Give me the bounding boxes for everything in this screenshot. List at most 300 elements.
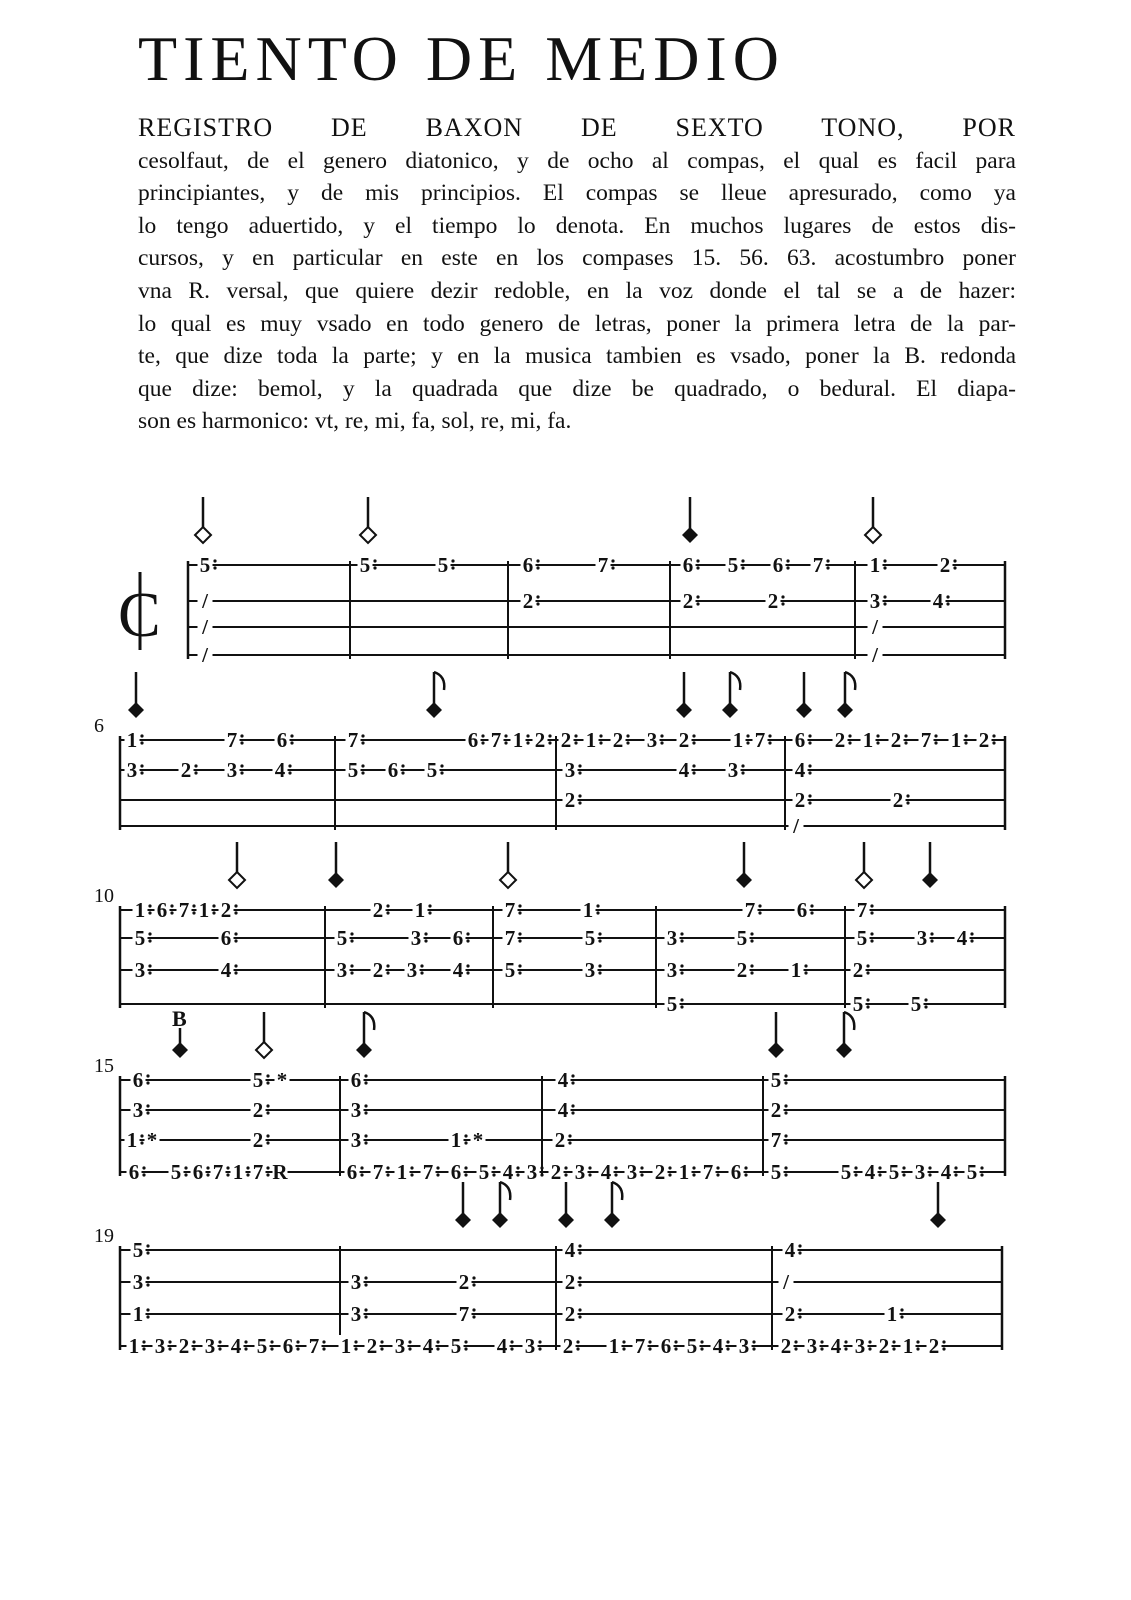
rhythm-head-open bbox=[229, 872, 245, 888]
dot-mark bbox=[212, 911, 215, 914]
tab-number: 6 bbox=[522, 553, 534, 577]
dot-mark bbox=[540, 1173, 543, 1176]
tab-number: 3 bbox=[646, 728, 658, 752]
dot-mark bbox=[876, 734, 879, 737]
dot-mark bbox=[536, 602, 539, 605]
tab-number: 5 bbox=[770, 1160, 782, 1184]
tab-number: 4 bbox=[600, 1160, 612, 1184]
dot-mark bbox=[692, 764, 695, 767]
dot-mark bbox=[420, 971, 423, 974]
dot-mark bbox=[848, 734, 851, 737]
tab-number: 6 bbox=[192, 1160, 204, 1184]
tab-number: 7 bbox=[597, 553, 609, 577]
dot-mark bbox=[168, 1347, 171, 1350]
dot-mark bbox=[970, 932, 973, 935]
dot-mark bbox=[380, 1340, 383, 1343]
dot-mark bbox=[741, 764, 744, 767]
rhythm-head-filled bbox=[426, 702, 442, 718]
dot-mark bbox=[218, 1340, 221, 1343]
dot-mark bbox=[692, 734, 695, 737]
dot-mark bbox=[784, 1173, 787, 1176]
dot-mark bbox=[466, 939, 469, 942]
dot-mark bbox=[660, 741, 663, 744]
dot-mark bbox=[212, 904, 215, 907]
dot-mark bbox=[451, 559, 454, 562]
text-line: REGISTRO DE BAXON DE SEXTO TONO, POR bbox=[138, 113, 1016, 142]
dot-mark bbox=[980, 1166, 983, 1169]
dot-mark bbox=[481, 741, 484, 744]
rhythm-head-open bbox=[856, 872, 872, 888]
dot-mark bbox=[930, 932, 933, 935]
dot-mark bbox=[568, 1134, 571, 1137]
tab-number: 1 bbox=[790, 958, 802, 982]
dot-mark bbox=[364, 1111, 367, 1114]
tab-number: 3 bbox=[154, 1334, 166, 1358]
measure-number: 6 bbox=[94, 715, 104, 737]
dot-mark bbox=[464, 1340, 467, 1343]
dot-mark bbox=[288, 771, 291, 774]
dot-mark bbox=[808, 764, 811, 767]
tab-number: 3 bbox=[406, 958, 418, 982]
dot-mark bbox=[481, 734, 484, 737]
tab-number: * bbox=[146, 1128, 158, 1152]
dot-mark bbox=[140, 1141, 143, 1144]
tab-number: 6 bbox=[772, 553, 784, 577]
dot-mark bbox=[492, 1166, 495, 1169]
rhythm-head-filled bbox=[128, 702, 144, 718]
dot-mark bbox=[571, 1104, 574, 1107]
dot-mark bbox=[588, 1166, 591, 1169]
tab-number: / bbox=[202, 615, 208, 639]
dot-mark bbox=[953, 559, 956, 562]
tab-number: 1 bbox=[414, 898, 426, 922]
tab-number: 1 bbox=[232, 1160, 244, 1184]
tab-number: 5 bbox=[426, 758, 438, 782]
tab-number: 4 bbox=[502, 1160, 514, 1184]
dot-mark bbox=[386, 971, 389, 974]
tab-number: 4 bbox=[712, 1334, 724, 1358]
rhythm-head-filled bbox=[676, 702, 692, 718]
dot-mark bbox=[696, 559, 699, 562]
dot-mark bbox=[192, 904, 195, 907]
tab-number: 1 bbox=[862, 728, 874, 752]
dot-mark bbox=[768, 741, 771, 744]
dot-mark bbox=[194, 764, 197, 767]
rhythm-head-open bbox=[195, 527, 211, 543]
dot-mark bbox=[741, 771, 744, 774]
dot-mark bbox=[538, 1340, 541, 1343]
rhythm-head-filled bbox=[768, 1042, 784, 1058]
dot-mark bbox=[140, 741, 143, 744]
dot-mark bbox=[170, 911, 173, 914]
page-title: TIENTO DE MEDIO bbox=[138, 23, 785, 94]
dot-mark bbox=[668, 1166, 671, 1169]
dot-mark bbox=[518, 932, 521, 935]
tab-number: 1 bbox=[198, 898, 210, 922]
dot-mark bbox=[992, 734, 995, 737]
tab-number: 7 bbox=[634, 1334, 646, 1358]
dot-mark bbox=[290, 734, 293, 737]
text-line: son es harmonico: vt, re, mi, fa, sol, re, mi, fa. bbox=[138, 408, 572, 435]
tab-number: 6 bbox=[682, 553, 694, 577]
dot-mark bbox=[906, 794, 909, 797]
dot-mark bbox=[680, 932, 683, 935]
tab-number: 4 bbox=[557, 1068, 569, 1092]
tab-number: 6 bbox=[730, 1160, 742, 1184]
text-line: principiantes, y de mis principios. El compas se lleue apresurado, como ya bbox=[138, 180, 1016, 207]
tab-number: 2 bbox=[522, 589, 534, 613]
rhythm-head-filled bbox=[682, 527, 698, 543]
dot-mark bbox=[322, 1347, 325, 1350]
tab-number: 1 bbox=[396, 1160, 408, 1184]
tab-number: 5 bbox=[134, 926, 146, 950]
tab-number: 1 bbox=[132, 1302, 144, 1326]
tab-number: 2 bbox=[784, 1302, 796, 1326]
dot-mark bbox=[758, 904, 761, 907]
dot-mark bbox=[902, 1173, 905, 1176]
dot-mark bbox=[578, 1308, 581, 1311]
dot-mark bbox=[878, 1166, 881, 1169]
tab-number: 3 bbox=[854, 1334, 866, 1358]
dot-mark bbox=[578, 771, 581, 774]
tab-number: / bbox=[783, 1270, 789, 1294]
dot-mark bbox=[808, 771, 811, 774]
tab-number: 4 bbox=[422, 1334, 434, 1358]
dot-mark bbox=[146, 1251, 149, 1254]
dot-mark bbox=[466, 964, 469, 967]
dot-mark bbox=[538, 1347, 541, 1350]
dot-mark bbox=[436, 1166, 439, 1169]
dot-mark bbox=[350, 964, 353, 967]
dot-mark bbox=[354, 1347, 357, 1350]
dot-mark bbox=[518, 971, 521, 974]
tab-number: 3 bbox=[336, 958, 348, 982]
dot-mark bbox=[744, 1166, 747, 1169]
dot-mark bbox=[410, 1166, 413, 1169]
tab-number: 2 bbox=[372, 958, 384, 982]
dot-mark bbox=[361, 734, 364, 737]
rhythm-head-filled bbox=[796, 702, 812, 718]
tab-number: 5 bbox=[336, 926, 348, 950]
dot-mark bbox=[440, 764, 443, 767]
dot-mark bbox=[234, 971, 237, 974]
dot-mark bbox=[571, 1074, 574, 1077]
tab-number: 5 bbox=[910, 992, 922, 1016]
tab-number: 3 bbox=[204, 1334, 216, 1358]
tab-number: 2 bbox=[928, 1334, 940, 1358]
tab-number: 2 bbox=[890, 728, 902, 752]
rhythm-head-filled bbox=[356, 1042, 372, 1058]
tab-number: 3 bbox=[869, 589, 881, 613]
dot-mark bbox=[878, 1173, 881, 1176]
dot-mark bbox=[868, 1347, 871, 1350]
dot-mark bbox=[808, 734, 811, 737]
text-line: que dize: bemol, y la quadrada que dize be quadrado, o bedural. El diapa- bbox=[138, 375, 1016, 402]
tab-number: 5 bbox=[727, 553, 739, 577]
dot-mark bbox=[148, 932, 151, 935]
dot-mark bbox=[142, 1347, 145, 1350]
dot-mark bbox=[192, 1347, 195, 1350]
tab-number: 6 bbox=[346, 1160, 358, 1184]
dot-mark bbox=[364, 1276, 367, 1279]
dot-mark bbox=[428, 911, 431, 914]
dot-mark bbox=[361, 741, 364, 744]
dot-mark bbox=[424, 939, 427, 942]
tab-number: 1 bbox=[869, 553, 881, 577]
tab-number: 3 bbox=[134, 958, 146, 982]
dot-mark bbox=[750, 932, 753, 935]
rhythm-head-open bbox=[360, 527, 376, 543]
dot-mark bbox=[578, 801, 581, 804]
dot-mark bbox=[611, 559, 614, 562]
dot-mark bbox=[674, 1340, 677, 1343]
tab-number: 5 bbox=[666, 992, 678, 1016]
dot-mark bbox=[548, 741, 551, 744]
tab-number: 3 bbox=[350, 1270, 362, 1294]
tab-number: 4 bbox=[864, 1160, 876, 1184]
dot-mark bbox=[892, 1347, 895, 1350]
tab-number: 7 bbox=[212, 1160, 224, 1184]
dot-mark bbox=[626, 741, 629, 744]
tab-number: 5 bbox=[437, 553, 449, 577]
dot-mark bbox=[518, 911, 521, 914]
dot-mark bbox=[240, 741, 243, 744]
tab-number: 7 bbox=[347, 728, 359, 752]
dot-mark bbox=[140, 734, 143, 737]
tab-number: 6 bbox=[467, 728, 479, 752]
dot-mark bbox=[364, 1141, 367, 1144]
dot-mark bbox=[904, 734, 907, 737]
tab-number: 3 bbox=[666, 958, 678, 982]
dot-mark bbox=[350, 939, 353, 942]
dot-mark bbox=[240, 734, 243, 737]
dot-mark bbox=[924, 1005, 927, 1008]
tab-number: / bbox=[793, 814, 799, 838]
rhythm-flag bbox=[434, 672, 444, 690]
tab-number: 3 bbox=[914, 1160, 926, 1184]
dot-mark bbox=[266, 1173, 269, 1176]
tab-number: 2 bbox=[554, 1128, 566, 1152]
dot-mark bbox=[946, 595, 949, 598]
dot-mark bbox=[953, 566, 956, 569]
dot-mark bbox=[810, 904, 813, 907]
tab-number: 5 bbox=[252, 1068, 264, 1092]
dot-mark bbox=[798, 1315, 801, 1318]
dot-mark bbox=[598, 939, 601, 942]
tab-number: 2 bbox=[834, 728, 846, 752]
tab-number: 2 bbox=[767, 589, 779, 613]
dot-mark bbox=[540, 1166, 543, 1169]
tab-number: 2 bbox=[678, 728, 690, 752]
dot-mark bbox=[758, 911, 761, 914]
dot-mark bbox=[373, 559, 376, 562]
dot-mark bbox=[752, 1340, 755, 1343]
tab-number: 3 bbox=[666, 926, 678, 950]
dot-mark bbox=[786, 566, 789, 569]
dot-mark bbox=[892, 1340, 895, 1343]
dot-mark bbox=[916, 1340, 919, 1343]
tab-number: 7 bbox=[226, 728, 238, 752]
tab-number: 6 bbox=[794, 728, 806, 752]
dot-mark bbox=[928, 1166, 931, 1169]
dot-mark bbox=[866, 1005, 869, 1008]
dot-mark bbox=[148, 964, 151, 967]
dot-mark bbox=[266, 1141, 269, 1144]
dot-mark bbox=[234, 939, 237, 942]
dot-mark bbox=[578, 1251, 581, 1254]
dot-mark bbox=[472, 1315, 475, 1318]
tab-number: 4 bbox=[496, 1334, 508, 1358]
dot-mark bbox=[744, 1173, 747, 1176]
measure-number: 19 bbox=[94, 1225, 114, 1247]
measure-number: 15 bbox=[94, 1055, 114, 1077]
dot-mark bbox=[804, 971, 807, 974]
tab-number: 4 bbox=[220, 958, 232, 982]
dot-mark bbox=[354, 1340, 357, 1343]
dot-mark bbox=[436, 1173, 439, 1176]
tab-number: 3 bbox=[584, 958, 596, 982]
dot-mark bbox=[820, 1340, 823, 1343]
dot-mark bbox=[146, 1111, 149, 1114]
tab-number: 2 bbox=[564, 788, 576, 812]
tab-number: 3 bbox=[916, 926, 928, 950]
tab-number: 7 bbox=[754, 728, 766, 752]
tab-number: 1 bbox=[450, 1128, 462, 1152]
tab-number: 7 bbox=[422, 1160, 434, 1184]
dot-mark bbox=[576, 1340, 579, 1343]
dot-mark bbox=[380, 1347, 383, 1350]
text-line: vna R. versal, que quiere dezir redoble, en la voz donde el tal se a de hazer: bbox=[138, 277, 1016, 304]
text-line: cesolfaut, de el genero diatonico, y de ocho al compas, el qual es facil para bbox=[138, 147, 1016, 174]
rhythm-head-filled bbox=[455, 1212, 471, 1228]
dot-mark bbox=[741, 566, 744, 569]
tab-number: 2 bbox=[220, 898, 232, 922]
tab-number: 1 bbox=[886, 1302, 898, 1326]
tab-number: 7 bbox=[504, 898, 516, 922]
dot-mark bbox=[364, 1081, 367, 1084]
tab-number: 5 bbox=[359, 553, 371, 577]
dot-mark bbox=[876, 741, 879, 744]
dot-mark bbox=[568, 1141, 571, 1144]
dot-mark bbox=[596, 911, 599, 914]
tab-number: 6 bbox=[132, 1068, 144, 1092]
tab-number: 2 bbox=[780, 1334, 792, 1358]
tab-number: 2 bbox=[562, 1334, 574, 1358]
dot-mark bbox=[599, 741, 602, 744]
dot-mark bbox=[596, 904, 599, 907]
dot-mark bbox=[146, 1081, 149, 1084]
dot-mark bbox=[668, 1173, 671, 1176]
dot-mark bbox=[680, 971, 683, 974]
tab-number: 5 bbox=[584, 926, 596, 950]
dot-mark bbox=[598, 964, 601, 967]
dot-mark bbox=[640, 1173, 643, 1176]
dot-mark bbox=[622, 1347, 625, 1350]
dot-mark bbox=[140, 764, 143, 767]
tab-number: 3 bbox=[350, 1302, 362, 1326]
dot-mark bbox=[386, 904, 389, 907]
dot-mark bbox=[578, 1244, 581, 1247]
tab-number: 7 bbox=[252, 1160, 264, 1184]
dot-mark bbox=[401, 771, 404, 774]
dot-mark bbox=[420, 964, 423, 967]
dot-mark bbox=[518, 939, 521, 942]
dot-mark bbox=[916, 1347, 919, 1350]
rhythm-head-filled bbox=[604, 1212, 620, 1228]
dot-mark bbox=[622, 1340, 625, 1343]
dot-mark bbox=[870, 904, 873, 907]
dot-mark bbox=[504, 734, 507, 737]
dot-mark bbox=[611, 566, 614, 569]
dot-mark bbox=[364, 1104, 367, 1107]
dot-mark bbox=[466, 971, 469, 974]
tab-number: 5 bbox=[170, 1160, 182, 1184]
tab-number: 2 bbox=[564, 1270, 576, 1294]
rhythm-head-filled bbox=[172, 1042, 188, 1058]
dot-mark bbox=[680, 939, 683, 942]
dot-mark bbox=[786, 559, 789, 562]
tab-number: 3 bbox=[350, 1098, 362, 1122]
rhythm-head-filled bbox=[736, 872, 752, 888]
tab-number: 6 bbox=[220, 926, 232, 950]
tab-number: 3 bbox=[132, 1098, 144, 1122]
tab-number: 3 bbox=[727, 758, 739, 782]
dot-mark bbox=[464, 1166, 467, 1169]
dot-mark bbox=[781, 595, 784, 598]
tab-number: 2 bbox=[458, 1270, 470, 1294]
dot-mark bbox=[510, 1347, 513, 1350]
tab-number: 5 bbox=[450, 1334, 462, 1358]
tab-number: / bbox=[872, 643, 878, 667]
tab-number: 2 bbox=[180, 758, 192, 782]
dot-mark bbox=[526, 741, 529, 744]
dot-mark bbox=[424, 932, 427, 935]
dot-mark bbox=[146, 1104, 149, 1107]
tab-number: 5 bbox=[888, 1160, 900, 1184]
dot-mark bbox=[696, 602, 699, 605]
tab-number: 4 bbox=[956, 926, 968, 950]
dot-mark bbox=[820, 1347, 823, 1350]
dot-mark bbox=[350, 971, 353, 974]
rhythm-head-filled bbox=[837, 702, 853, 718]
dot-mark bbox=[360, 1173, 363, 1176]
tab-number: 4 bbox=[678, 758, 690, 782]
dot-mark bbox=[184, 1173, 187, 1176]
dot-mark bbox=[598, 971, 601, 974]
dot-mark bbox=[322, 1340, 325, 1343]
tab-number: 5 bbox=[504, 958, 516, 982]
dot-mark bbox=[218, 1347, 221, 1350]
tab-number: 3 bbox=[410, 926, 422, 950]
dot-mark bbox=[266, 1111, 269, 1114]
tab-number: 7 bbox=[744, 898, 756, 922]
dot-mark bbox=[784, 1166, 787, 1169]
dot-mark bbox=[386, 1166, 389, 1169]
tab-number: 2 bbox=[366, 1334, 378, 1358]
dot-mark bbox=[350, 932, 353, 935]
tab-number: 5 bbox=[840, 1160, 852, 1184]
tab-number: 7 bbox=[504, 926, 516, 950]
tab-number: 6 bbox=[796, 898, 808, 922]
tab-number: 5 bbox=[686, 1334, 698, 1358]
dot-mark bbox=[741, 559, 744, 562]
dot-mark bbox=[148, 911, 151, 914]
dot-mark bbox=[266, 1134, 269, 1137]
tab-number: 3 bbox=[806, 1334, 818, 1358]
dot-mark bbox=[240, 764, 243, 767]
tab-number: 7 bbox=[812, 553, 824, 577]
dot-mark bbox=[288, 764, 291, 767]
